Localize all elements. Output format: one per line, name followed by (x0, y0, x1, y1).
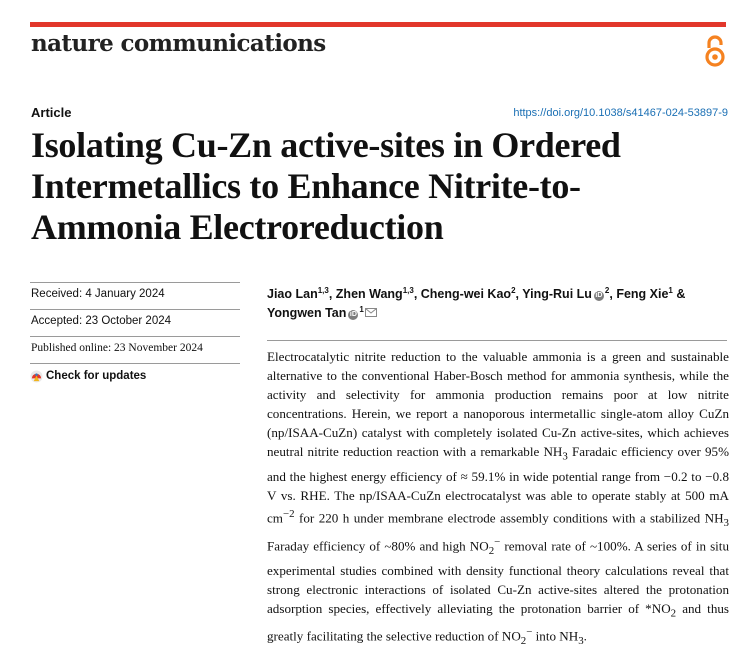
affiliation-marker[interactable]: 1,3 (402, 285, 414, 295)
affiliation-marker[interactable]: 1 (359, 304, 364, 314)
article-title: Isolating Cu-Zn active-sites in Ordered Intermetallics to Enhance Nitrite-to-Ammonia Electroreduction (31, 125, 621, 247)
abstract: Electrocatalytic nitrite reduction to the valuable ammonia is a green and sustainable alternative to the conventional Haber-Bosch method for ammonia synthesis, while the activity and selectivity for ammonia production remains poor at low nitrite concentrations. Herein, we report a nanoporous intermetallic single-atom alloy CuZn (np/ISAA-CuZn) catalyst with completely isolated Cu-Zn active-sites, which achieves neutral nitrite reduction reaction with a remarkable $NH_3$ Faradaic efficiency over 95% and the highest energy efficiency of ≈ 59.1% in wide potential range from −0.2 to −0.8 V vs. RHE. The np/ISAA-CuZn electrocatalyst was able to operate stably at 500 mA $cm^{-2}$ for 220 h under membrane electrode assembly conditions with a stabilized $NH_3$ Faraday efficiency of ~80% and high $NO_2^-$ removal rate of ~100%. A series of in situ experimental studies combined with density functional theory calculations reveal that strong electronic interactions of isolated Cu-Zn active-sites altered the protonation adsorption species, effectively alleviating the protonation barrier of $*NO_2$ and thus greatly facilitating the selective reduction of $NO_2^-$ into $NH_3$. (267, 349, 730, 648)
published-date: Published online: 23 November 2024 (30, 336, 240, 363)
orcid-icon[interactable]: iD (595, 292, 603, 299)
affiliation-marker[interactable]: 2 (604, 285, 610, 295)
doi-link[interactable]: https://doi.org/10.1038/s41467-024-53897-9 (513, 107, 728, 119)
author-name[interactable]: Jiao Lan (267, 287, 318, 301)
orcid-icon[interactable]: iD (349, 311, 357, 318)
check-for-updates-button[interactable] (30, 363, 240, 386)
article-type: Article (31, 105, 72, 120)
crossmark-icon (30, 370, 43, 383)
author-name[interactable]: Cheng-wei Kao (420, 287, 512, 301)
open-access-icon[interactable] (703, 34, 727, 68)
check-for-updates-label: Check for updates (46, 370, 147, 382)
separator: , (328, 287, 336, 301)
received-date: Received: 4 January 2024 (30, 282, 240, 309)
accepted-date: Accepted: 23 October 2024 (30, 309, 240, 336)
abstract-divider (267, 340, 727, 341)
journal-name[interactable]: nature communications (31, 30, 326, 57)
header-accent-bar (30, 22, 726, 27)
separator: , (609, 287, 617, 301)
affiliation-marker[interactable]: 2 (511, 285, 516, 295)
separator: , (515, 287, 523, 301)
affiliation-marker[interactable]: 1,3 (317, 285, 329, 295)
article-dates (30, 282, 240, 386)
author-list (267, 285, 717, 323)
affiliation-marker[interactable]: 1 (668, 285, 673, 295)
author-name[interactable]: Ying-Rui Lu (522, 287, 592, 301)
separator: & (672, 287, 686, 301)
mail-icon[interactable] (365, 308, 377, 317)
author-name[interactable]: Yongwen Tan (267, 306, 347, 320)
author-name[interactable]: Feng Xie (616, 287, 669, 301)
separator: , (413, 287, 421, 301)
author-name[interactable]: Zhen Wang (335, 287, 403, 301)
